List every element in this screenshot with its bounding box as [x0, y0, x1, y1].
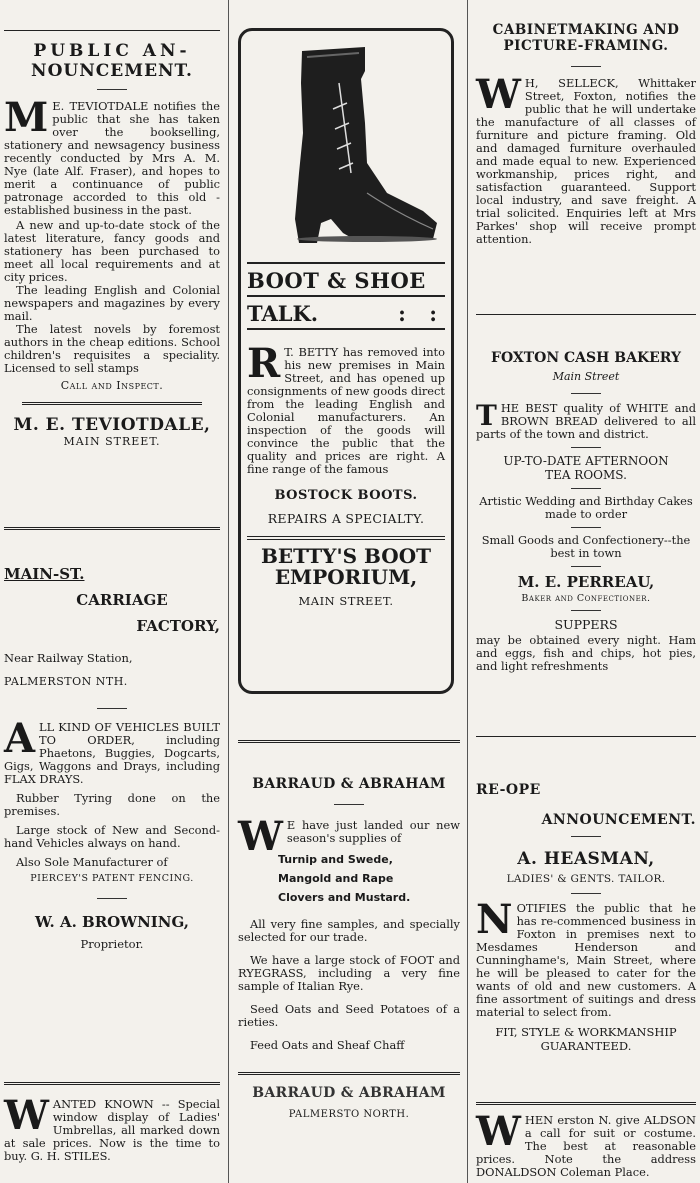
ad-paragraph: may be obtained every night. Ham and eggs, fish and chips, hot pies, and light refreshments	[476, 633, 696, 673]
ad-paragraph: Also Sole Manufacturer of	[16, 855, 168, 869]
ad-paragraph: Artistic Wedding and Birthday Cakes made to order	[479, 494, 693, 521]
product-name: BOSTOCK BOOTS.	[274, 488, 418, 503]
drop-cap: R	[247, 340, 281, 387]
proprietor-name: M. E. TEVIOTDALE,	[13, 415, 211, 435]
ad-heading: RE-OPE	[476, 782, 541, 798]
footer-place: PALMERSTO NORTH.	[288, 1109, 410, 1120]
ad-subheading: Main Street	[552, 370, 620, 383]
ad-paragraph: PIERCEY'S PATENT FENCING.	[30, 873, 194, 884]
selleck-ad	[476, 22, 696, 246]
ad-paragraph: A new and up-to-date stock of the latest literature, fancy goods and stationery has been purchased to meet all local requirements and at city prices.	[4, 218, 220, 284]
ad-paragraph: NOTIFIES the public that he has re-commenced business in Foxton in premises next to Mesdames Henderson and Cunninghame's, Main Street, where he will be pleased to cater for the wants of old and new customers. A fine assortment of suitings and dress material to select from.	[476, 896, 696, 1019]
tagline: REPAIRS A SPECIALTY.	[267, 511, 425, 526]
drop-cap: T	[476, 399, 497, 432]
donaldson-ad	[476, 1108, 696, 1179]
ad-heading-dots: : :	[398, 301, 445, 326]
ad-heading: CARRIAGE	[76, 591, 168, 609]
ad-paragraph: W E have just landed our new season's supplies of	[238, 813, 460, 860]
emporium-name: EMPORIUM,	[274, 565, 418, 589]
ad-paragraph: The leading English and Colonial newspapers and magazines by every mail.	[4, 283, 220, 323]
proprietor-title: Proprietor.	[80, 937, 144, 951]
barraud-ad	[238, 776, 460, 1120]
product-item: Turnip and Swede,	[278, 853, 393, 866]
address: MAIN STREET.	[298, 594, 394, 608]
bakery-ad	[476, 350, 696, 673]
betty-ad	[238, 28, 454, 694]
location: Near Railway Station,	[4, 651, 133, 665]
ad-heading: NOUNCEMENT.	[31, 61, 193, 81]
ad-heading: BOOT & SHOE	[247, 268, 426, 293]
ad-feature: FIT, STYLE & WORKMANSHIP	[495, 1025, 677, 1039]
ad-feature: GUARANTEED.	[540, 1039, 632, 1053]
address: MAIN STREET.	[63, 435, 161, 448]
drop-cap: W	[238, 813, 283, 860]
ad-paragraph: R T. BETTY has removed into his new premises in Main Street, and has opened up consignments of new goods direct from the leading English and Colonial manufacturers. An inspection of the goods will convince the public that the quality and prices are right. A fine range of the famous	[247, 340, 445, 476]
column-3	[470, 0, 700, 1183]
teviotdale-ad	[4, 0, 220, 448]
carriage-ad	[4, 565, 220, 951]
ad-paragraph: M E. TEVIOTDALE notifies the public that she has taken over the bookselling, stationery and newsagency business recently conducted by Mrs A. M. Nye (late Alf. Fraser), and hopes to merit a continuance of public patronage accorded to this old - established business in the past.	[4, 94, 220, 217]
boot-icon	[247, 43, 447, 258]
ad-paragraph: Small Goods and Confectionery--the best in town	[481, 533, 691, 560]
ad-heading: MAIN-ST.	[4, 565, 85, 583]
ad-heading: CABINETMAKING AND	[492, 22, 680, 38]
ad-paragraph: Large stock of New and Second-hand Vehicles always on hand.	[4, 823, 220, 850]
ad-paragraph: ALL KIND OF VEHICLES BUILT TO ORDER, including Phaetons, Buggies, Dogcarts, Gigs, Waggons and Drays, including FLAX DRAYS.	[4, 715, 220, 786]
column-2	[232, 0, 466, 1183]
drop-cap: W	[476, 71, 521, 118]
drop-cap: M	[4, 94, 49, 141]
drop-cap: W	[4, 1092, 49, 1139]
ad-heading: TALK.	[247, 301, 319, 326]
emporium-name: BETTY'S BOOT	[260, 544, 431, 568]
ad-paragraph: Seed Oats and Seed Potatoes of a rieties.	[238, 1002, 460, 1029]
ad-paragraph: THE BEST quality of WHITE and BROWN BREAD delivered to all parts of the town and district.	[476, 399, 696, 441]
column-rule-right	[467, 0, 468, 1183]
drop-cap: W	[476, 1108, 521, 1155]
ad-heading: FOXTON CASH BAKERY	[491, 350, 681, 366]
location: PALMERSTON NTH.	[4, 675, 128, 688]
ad-paragraph: Rubber Tyring done on the premises.	[4, 791, 220, 818]
proprietor-name: M. E. PERREAU,	[517, 573, 655, 591]
proprietor-title: Baker and Confectioner.	[521, 593, 651, 604]
ad-heading: ANNOUNCEMENT.	[541, 812, 696, 828]
ad-heading: FACTORY,	[136, 617, 220, 635]
drop-cap: N	[476, 896, 513, 943]
ad-paragraph: We have a large stock of FOOT and RYEGRASS, including a very fine sample of Italian Rye.	[238, 953, 460, 993]
call-to-action: Call and Inspect.	[60, 379, 164, 392]
heasman-ad	[476, 782, 696, 1053]
drop-cap: A	[4, 715, 36, 762]
proprietor-name: A. HEASMAN,	[517, 849, 655, 869]
ad-feature: TEA ROOMS.	[545, 468, 627, 482]
proprietor-title: LADIES' & GENTS. TAILOR.	[506, 873, 666, 885]
ad-paragraph: Feed Oats and Sheaf Chaff	[250, 1038, 405, 1052]
footer-name: BARRAUD & ABRAHAM	[252, 1085, 446, 1101]
ad-paragraph: The latest novels by foremost authors in the cheap editions. School children's requisites a speciality. Licensed to sell stamps	[4, 322, 220, 375]
ad-heading: PUBLIC AN-	[33, 41, 191, 61]
product-item: Mangold and Rape	[278, 872, 394, 885]
ad-feature: UP-TO-DATE AFTERNOON	[503, 454, 669, 468]
ad-paragraph: WHEN erston N. give ALDSON a call for suit or costume. The best at reasonable prices. Note the address DONALDSON Coleman Place.	[476, 1108, 696, 1179]
product-item: Clovers and Mustard.	[278, 891, 411, 904]
column-1	[0, 0, 226, 1183]
ad-paragraph: All very fine samples, and specially selected for our trade.	[238, 917, 460, 944]
proprietor-name: W. A. BROWNING,	[34, 913, 190, 931]
ad-feature: SUPPERS	[554, 617, 618, 632]
ad-paragraph: WANTED KNOWN -- Special window display of Ladies' Umbrellas, all marked down at sale prices. Now is the time to buy. G. H. STILES.	[4, 1092, 220, 1163]
column-rule-left	[228, 0, 229, 1183]
ad-heading: PICTURE-FRAMING.	[503, 38, 669, 54]
ad-heading: BARRAUD & ABRAHAM	[252, 776, 446, 792]
ad-paragraph: W H, SELLECK, Whittaker Street, Foxton, notifies the public that he will undertake the manufacture of all classes of furniture and picture framing. Old and damaged furniture overhauled and made equal to new. Experienced workmanship, prices right, and satisfaction guaranteed. Support local industry, and save freight. A trial solicited. Enquiries left at Mrs Parkes' shop will receive prompt attention.	[476, 71, 696, 246]
stiles-ad	[4, 1092, 220, 1163]
